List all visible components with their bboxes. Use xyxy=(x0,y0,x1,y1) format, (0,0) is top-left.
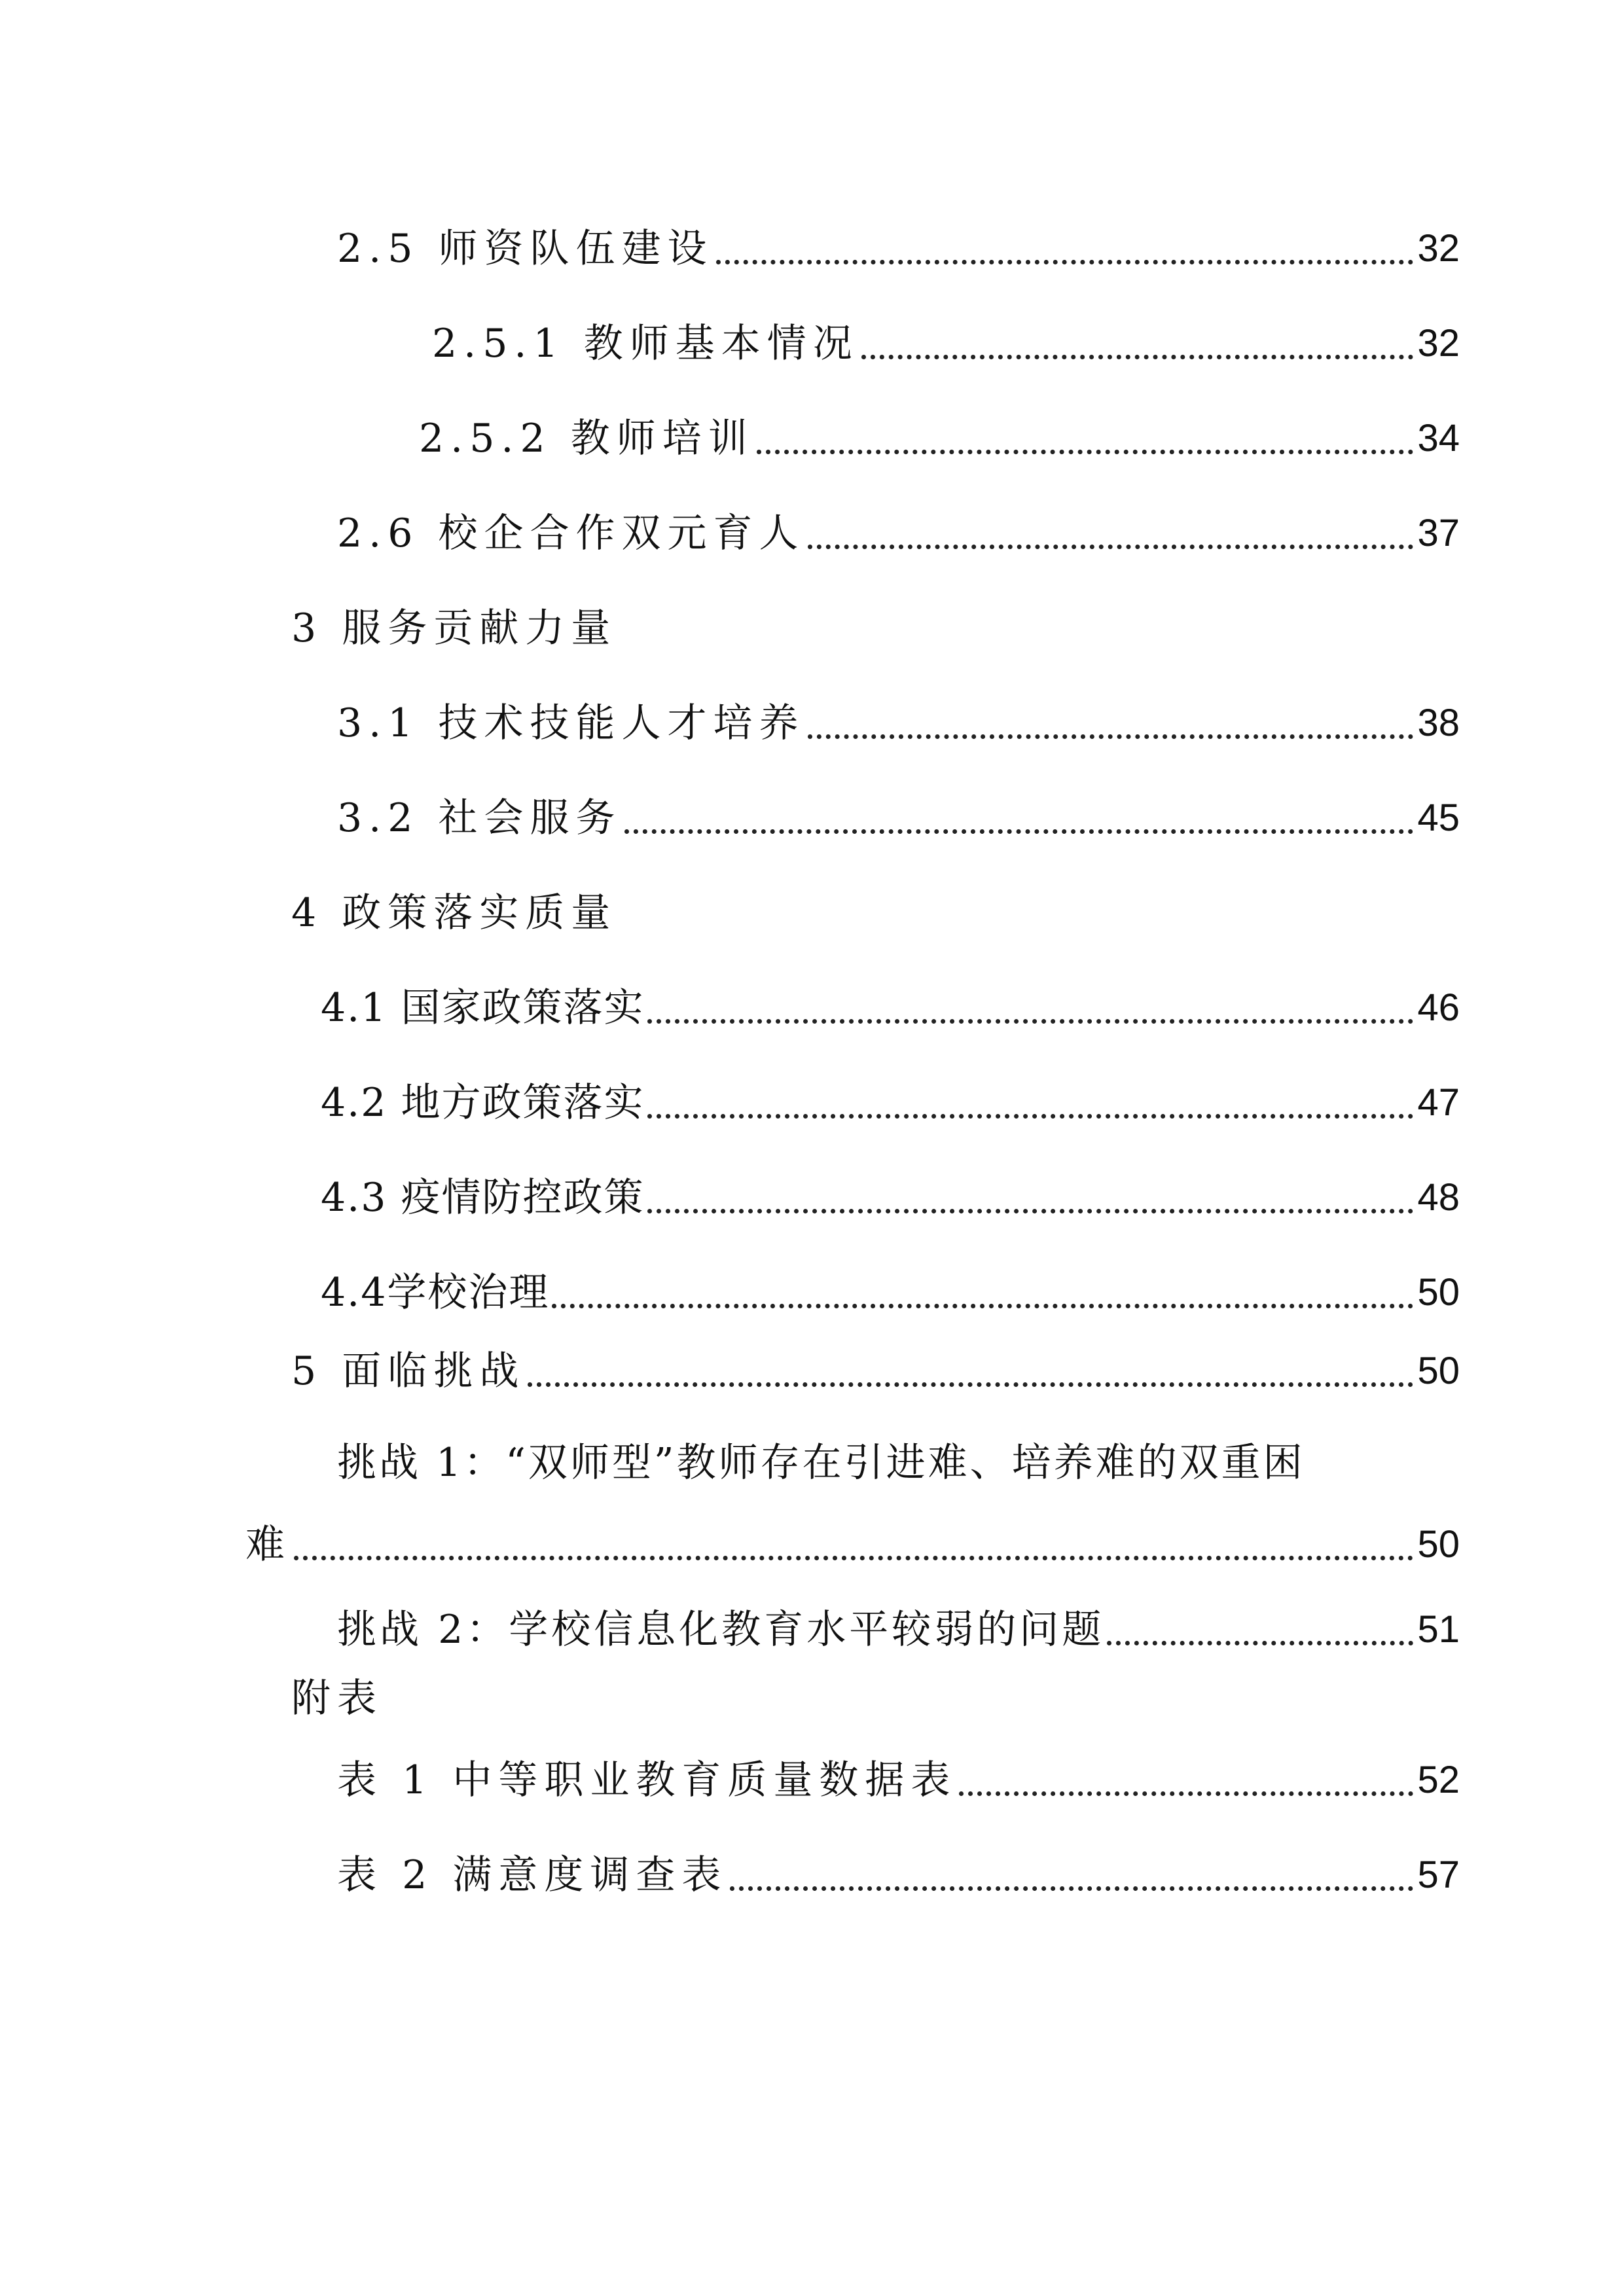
toc-entry-label: 挑战 2：学校信息化教育水平较弱的问题 xyxy=(337,1607,1105,1653)
toc-page-number: 50 xyxy=(1417,1523,1460,1566)
toc-page-number: 50 xyxy=(1417,1271,1460,1314)
toc-page-number: 51 xyxy=(1417,1608,1460,1651)
toc-entry-label: 3.1 技术技能人才培养 xyxy=(337,700,805,746)
toc-page-number: 47 xyxy=(1417,1081,1460,1124)
toc-page-number: 45 xyxy=(1417,797,1460,839)
toc-entry-2-5-1[interactable] xyxy=(432,311,1460,370)
toc-entry-4-2[interactable] xyxy=(321,1070,1460,1129)
toc-entry-label: 4.3 疫情防控政策 xyxy=(321,1175,645,1221)
toc-page-number: 46 xyxy=(1417,986,1460,1029)
dot-leader xyxy=(730,1886,1413,1891)
dot-leader xyxy=(1107,1641,1413,1645)
dot-leader xyxy=(757,450,1414,454)
toc-entry-label: 4.1 国家政策落实 xyxy=(321,985,645,1031)
dot-leader xyxy=(808,545,1414,549)
toc-heading-3[interactable]: 3 服务贡献力量 xyxy=(291,605,617,651)
toc-page-number: 52 xyxy=(1417,1759,1460,1801)
toc-entry-3-2[interactable] xyxy=(337,785,1460,844)
toc-entry-challenge-1[interactable] xyxy=(245,1512,1460,1571)
dot-leader xyxy=(959,1791,1413,1796)
toc-entry-label: 2.6 校企合作双元育人 xyxy=(337,511,805,556)
toc-entry-label: 4.4学校治理 xyxy=(321,1270,550,1316)
toc-heading-appendix[interactable]: 附表 xyxy=(291,1676,383,1721)
toc-heading-4[interactable]: 4 政策落实质量 xyxy=(291,890,617,936)
toc-entry-label: 难 xyxy=(245,1522,291,1568)
toc-entry-label: 5 面临挑战 xyxy=(291,1348,526,1394)
toc-entry-label: 2.5.2 教师培训 xyxy=(419,416,754,461)
toc-page-number: 32 xyxy=(1417,227,1460,270)
toc-page-number: 38 xyxy=(1417,702,1460,744)
toc-entry-label: 表 2 满意度调查表 xyxy=(337,1852,728,1898)
dot-leader xyxy=(861,355,1414,359)
dot-leader xyxy=(808,734,1414,739)
toc-entry-label: 3.2 社会服务 xyxy=(337,795,622,841)
dot-leader xyxy=(552,1304,1413,1308)
toc-entry-4-1[interactable] xyxy=(321,975,1460,1034)
toc-page-number: 50 xyxy=(1417,1350,1460,1392)
toc-entry-2-5[interactable] xyxy=(337,216,1460,275)
toc-entry-table-2[interactable] xyxy=(337,1842,1460,1901)
toc-entry-2-5-2[interactable] xyxy=(419,406,1460,465)
toc-entry-4-4[interactable] xyxy=(321,1260,1460,1319)
toc-entry-4-3[interactable] xyxy=(321,1165,1460,1224)
toc-entry-challenge-1-line1[interactable]: 挑战 1：“双师型”教师存在引进难、培养难的双重困 xyxy=(337,1440,1305,1486)
toc-entry-label: 4.2 地方政策落实 xyxy=(321,1080,645,1126)
toc-page-number: 34 xyxy=(1417,417,1460,459)
toc-entry-5[interactable] xyxy=(291,1338,1460,1397)
toc-entry-2-6[interactable] xyxy=(337,501,1460,560)
toc-entry-label: 2.5.1 教师基本情况 xyxy=(432,321,859,367)
dot-leader xyxy=(294,1556,1413,1560)
toc-page-number: 37 xyxy=(1417,512,1460,554)
toc-page-number: 48 xyxy=(1417,1176,1460,1219)
toc-entry-label: 2.5 师资队伍建设 xyxy=(337,226,713,272)
dot-leader xyxy=(647,1114,1414,1119)
toc-entry-challenge-2[interactable] xyxy=(337,1597,1460,1656)
toc-page-number: 57 xyxy=(1417,1854,1460,1896)
dot-leader xyxy=(716,260,1414,264)
toc-entry-label: 表 1 中等职业教育质量数据表 xyxy=(337,1757,957,1803)
toc-page-number: 32 xyxy=(1417,322,1460,365)
dot-leader xyxy=(647,1209,1414,1213)
dot-leader xyxy=(528,1382,1413,1387)
dot-leader xyxy=(647,1019,1414,1024)
toc-entry-table-1[interactable] xyxy=(337,1748,1460,1806)
toc-entry-3-1[interactable] xyxy=(337,691,1460,749)
dot-leader xyxy=(624,829,1414,834)
